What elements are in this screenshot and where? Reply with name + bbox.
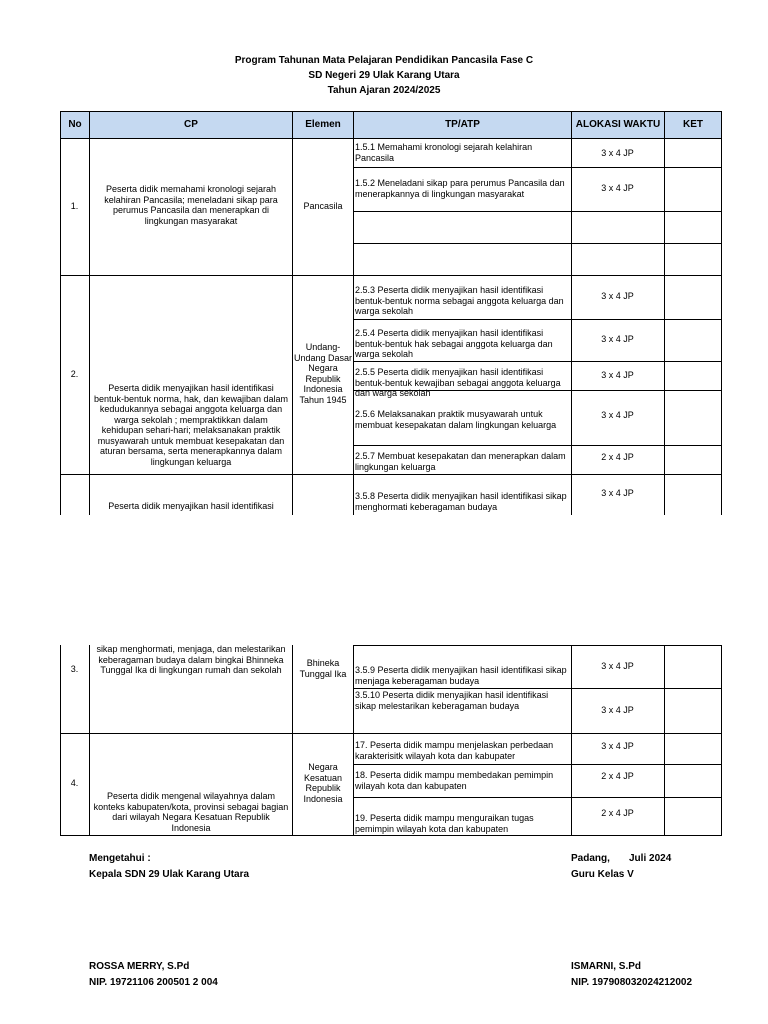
row3-jp-2: 3 x 4 JP [601,661,634,671]
row4-jp-2: 2 x 4 JP [601,771,634,781]
footer-headmaster-title: Kepala SDN 29 Ulak Karang Utara [89,869,250,880]
row1-cp: Peserta didik memahami kronologi sejarah kelahiran Pancasila; meneladani sikap para perumus Pancasila dan menerapkan di lingkungan masyarakat [104,184,278,226]
row2-tp-5: 2.5.7 Membuat kesepakatan dan menerapkan dalam lingkungan keluarga [355,451,566,472]
footer-date: Juli 2024 [629,853,672,864]
footer-headmaster-name: ROSSA MERRY, S.Pd [89,961,190,972]
row1-jp-1: 3 x 4 JP [601,148,634,158]
row2-jp-1: 3 x 4 JP [601,291,634,301]
col-no: No [61,112,90,138]
row2-tp-2: 2.5.4 Peserta didik menyajikan hasil identifikasi bentuk-bentuk hak sebagai anggota keluarga dan warga sekolah [355,328,553,359]
col-elemen: Elemen [293,112,354,138]
row3-no: 3. [70,664,79,674]
row3-jp-3: 3 x 4 JP [601,705,634,715]
footer-acknowledged: Mengetahui : [89,853,151,864]
row2-tp-4: 2.5.6 Melaksanakan praktik musyawarah untuk membuat kesepakatan dalam lingkungan keluarga [355,409,557,430]
footer-teacher-nip: NIP. 197908032024212002 [571,977,693,988]
row4-cp: Peserta didik mengenal wilayahnya dalam konteks kabupaten/kota, provinsi sebagai bagian dari wilayah Negara Kesatuan Republik Indonesia [93,791,289,833]
row1-elemen: Pancasila [303,201,343,211]
row2-tp-3: 2.5.5 Peserta didik menyajikan hasil identifikasi bentuk-bentuk kewajiban sebagai anggota keluarga dan warga sekolah [355,367,561,398]
footer-teacher-name: ISMARNI, S.Pd [571,961,642,972]
row2-jp-4: 3 x 4 JP [601,410,634,420]
row4-tp-3: 19. Peserta didik mampu menguraikan tugas pemimpin wilayah kota dan kabupaten [355,813,534,834]
row1-tp-2: 1.5.2 Meneladani sikap para perumus Pancasila dan menerapkannya di lingkungan masyarakat [355,178,565,199]
row3-tp-1: 3.5.8 Peserta didik menyajikan hasil identifikasi sikap menghormati keberagaman budaya [355,491,567,512]
row4-tp-1: 17. Peserta didik mampu menjelaskan perbedaan karakterisitk wilayah kota dan kabupater [355,740,554,761]
footer-teacher-title: Guru Kelas V [571,869,634,880]
row4-no: 4. [70,778,79,788]
row3-tp-2: 3.5.9 Peserta didik menyajikan hasil identifikasi sikap menjaga keberagaman budaya [355,665,567,686]
footer-place: Padang, [571,853,610,864]
school-name: SD Negeri 29 Ulak Karang Utara [308,70,460,81]
row3-tp-3: 3.5.10 Peserta didik menyajikan hasil identifikasi sikap melestarikan keberagaman budaya [355,690,549,711]
row2-tp-1: 2.5.3 Peserta didik menyajikan hasil identifikasi bentuk-bentuk norma sebagai anggota keluarga dan warga sekolah [355,285,564,316]
row3-elemen: Bhineka Tunggal Ika [299,658,347,679]
row1-no: 1. [70,201,79,211]
row4-jp-3: 2 x 4 JP [601,808,634,818]
col-tp: TP/ATP [354,112,572,138]
row3-cp: sikap menghormati, menjaga, dan melestarikan keberagaman budaya dalam bingkai Bhinneka Tunggal Ika di lingkungan rumah dan sekolah [96,644,286,675]
col-ket: KET [683,119,703,130]
row2-no: 2. [70,369,79,379]
table-header [60,111,722,139]
row1-jp-2: 3 x 4 JP [601,183,634,193]
row3-cp-start: Peserta didik menyajikan hasil identifikasi [108,501,274,511]
row3-jp-1: 3 x 4 JP [601,488,634,498]
row4-tp-2: 18. Peserta didik mampu membedakan pemimpin wilayah kota dan kabupaten [355,770,554,791]
row3-top-fragment [60,475,722,515]
academic-year: Tahun Ajaran 2024/2025 [327,85,441,96]
doc-title: Program Tahunan Mata Pelajaran Pendidikan Pancasila Fase C [234,55,534,66]
row2-jp-3: 3 x 4 JP [601,370,634,380]
row2-elemen: Undang-Undang Dasar Negara Republik Indonesia Tahun 1945 [293,342,353,405]
row2-jp-5: 2 x 4 JP [601,452,634,462]
row2-jp-2: 3 x 4 JP [601,334,634,344]
row4-elemen: Negara Kesatuan Republik Indonesia [303,762,343,804]
footer-headmaster-nip: NIP. 19721106 200501 2 004 [89,977,218,988]
col-alokasi: ALOKASI WAKTU [572,112,665,138]
row1-tp-1: 1.5.1 Memahami kronologi sejarah kelahiran Pancasila [355,142,533,163]
row2-cp: Peserta didik menyajikan hasil identifikasi bentuk-bentuk norma, hak, dan kewajiban dalam kedudukannya sebagai anggota keluarga dan warga sekolah ; mempraktikkan dalam kehidupan sehari-hari; melaksanakan praktik musyawarah untuk membuat kesepakatan dan aturan bersama, serta menerapkannya dalam lingkungan keluarga [93,383,289,467]
row4-jp-1: 3 x 4 JP [601,741,634,751]
col-cp: CP [90,112,293,138]
